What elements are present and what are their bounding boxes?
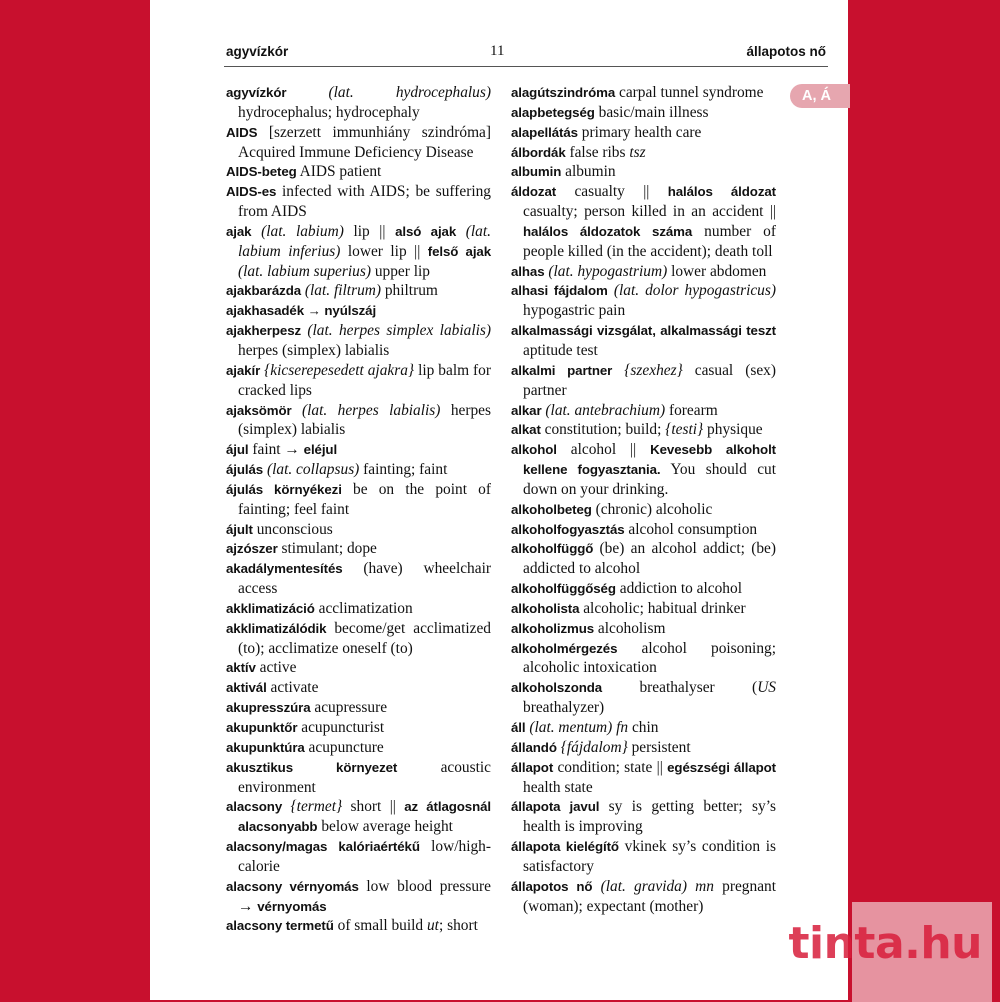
headword: agyvízkór: [226, 85, 287, 100]
label-text: {termet}: [290, 798, 343, 816]
label-text: (lat. collapsus): [266, 461, 360, 479]
dictionary-entry: [511, 500, 776, 520]
watermark-logo: tinta.hu: [788, 918, 982, 969]
definition-text: below average height: [317, 818, 453, 836]
headword: alkoholizmus: [511, 620, 595, 636]
definition-text: primary health care: [577, 123, 702, 141]
dictionary-entry: [511, 143, 776, 163]
definition-text: unconscious: [252, 520, 333, 538]
headword: AIDS: [226, 124, 258, 140]
dictionary-page: [150, 0, 848, 1000]
label-text: (lat. labium superius): [238, 262, 371, 280]
sub-headword: alsó ajak: [395, 223, 457, 239]
definition-text: vkinek sy’s condition is satisfactory: [523, 838, 776, 875]
headword: alapbetegség: [511, 104, 595, 120]
definition-text: acupuncturist: [297, 719, 385, 736]
definition-text: ; short: [438, 917, 478, 935]
definition-text: upper lip: [370, 262, 430, 280]
definition-text: herpes (simplex) labialis: [238, 401, 491, 439]
headword: alkar: [511, 402, 542, 418]
headword: alkoholszonda: [511, 680, 603, 696]
sub-headword: egészségi állapot: [667, 759, 776, 775]
dictionary-entry: [511, 579, 776, 599]
definition-text: faint →: [248, 441, 304, 459]
definition-text: acclimatization: [314, 599, 413, 617]
headword: áll: [511, 720, 526, 735]
definition-text: [292, 402, 302, 419]
label-text: {fájdalom}: [560, 738, 628, 756]
headword: aktivál: [226, 680, 267, 696]
dictionary-entry: [511, 797, 776, 837]
dictionary-entry: [511, 520, 776, 540]
letter-index-tab[interactable]: A, Á: [790, 84, 850, 108]
dictionary-entry: [226, 916, 491, 936]
definition-text: infected with AIDS; be suffering from AIDS: [238, 183, 491, 221]
dictionary-entry: [511, 718, 776, 738]
label-text: (lat. dolor hypogastricus): [613, 282, 776, 300]
label-text: {kicserepesedett ajakra}: [264, 361, 415, 379]
dictionary-entry: [226, 758, 491, 798]
headword: ajakherpesz: [226, 323, 302, 339]
headword: alkalmi partner: [511, 362, 613, 378]
dictionary-entry: [226, 619, 491, 659]
headword: alkohol: [511, 442, 557, 458]
label-text: mn: [695, 877, 714, 895]
dictionary-entry: [226, 559, 491, 599]
definition-text: alcohol poisoning; alcoholic intoxication: [523, 639, 776, 677]
headword: akupunktúra: [226, 739, 305, 755]
headword: alkalmassági vizsgálat, alkalmassági teszt: [511, 323, 776, 339]
dictionary-entry: [511, 162, 776, 182]
dictionary-entry: [226, 797, 491, 837]
label-text: (lat. gravida): [600, 877, 687, 895]
headword: alkoholmérgezés: [511, 640, 618, 656]
dictionary-entry: [226, 460, 491, 480]
dictionary-entry: [226, 539, 491, 559]
definition-text: lower lip ||: [340, 242, 428, 260]
headword: alkoholfogyasztás: [511, 521, 625, 537]
headword: alhas: [511, 263, 545, 279]
label-text: (lat. herpes labialis): [302, 401, 441, 419]
dictionary-entry: [511, 877, 776, 917]
definition-text: chin: [628, 719, 659, 736]
headword: akadálymentesítés: [226, 561, 343, 577]
definition-text: alcoholism: [594, 619, 666, 637]
dictionary-entry: [226, 401, 491, 441]
headword: ajakír: [226, 362, 261, 378]
definition-text: You should cut down on your drinking.: [523, 461, 776, 498]
headword: alacsony termetű: [226, 918, 334, 934]
definition-text: philtrum: [381, 282, 438, 300]
headword: alkoholfüggőség: [511, 581, 616, 597]
headword: alacsony vérnyomás: [226, 878, 359, 894]
definition-text: (have) wheelchair access: [238, 560, 491, 598]
dictionary-entry: [226, 361, 491, 401]
definition-text: become/get acclimatized (to); acclimatize oneself (to): [238, 619, 491, 657]
dictionary-entry: [226, 281, 491, 301]
definition-text: physique: [703, 421, 763, 439]
definition-text: be on the point of fainting; feel faint: [238, 480, 491, 518]
label-text: (lat. hydrocephalus): [328, 84, 491, 101]
dictionary-entry: [226, 222, 491, 282]
dictionary-entry: [511, 420, 776, 440]
definition-text: [456, 223, 466, 240]
label-text: {szexhez}: [624, 361, 683, 379]
definition-text: acupuncture: [304, 738, 384, 756]
dictionary-entry: [511, 639, 776, 679]
definition-text: casual (sex) partner: [523, 361, 776, 399]
dictionary-entry: [511, 123, 776, 143]
definition-text: forearm: [665, 401, 718, 419]
headword: ajzószer: [226, 541, 278, 557]
dictionary-entry: [511, 262, 776, 282]
label-text: (lat. herpes simplex labialis): [307, 322, 491, 340]
headword: alhasi fájdalom: [511, 283, 608, 299]
dictionary-entry: [226, 83, 491, 123]
headword: akklimatizáció: [226, 600, 315, 616]
definition-text: [612, 362, 624, 379]
definition-text: casualty ||: [556, 183, 668, 201]
definition-text: (be) an alcohol addict; (be) addicted to alcohol: [523, 540, 776, 578]
headword: AIDS-es: [226, 184, 277, 200]
dictionary-entry: [511, 440, 776, 500]
definition-text: lip ||: [343, 222, 396, 240]
headword: alkoholbeteg: [511, 501, 592, 517]
definition-text: addiction to alcohol: [615, 580, 742, 598]
dictionary-entry: [226, 738, 491, 758]
definition-text: low/high-calorie: [238, 838, 491, 875]
definition-text: sy is getting better; sy’s health is improving: [523, 798, 776, 836]
dictionary-entry: [226, 698, 491, 718]
definition-text: alcohol consumption: [624, 520, 758, 538]
headword: akupresszúra: [226, 700, 311, 716]
headword: akklimatizálódik: [226, 620, 327, 636]
sub-headword: eléjul: [303, 442, 338, 458]
definition-text: health state: [523, 778, 593, 796]
dictionary-entry: [511, 738, 776, 758]
definition-text: breathalyzer): [523, 699, 605, 717]
definition-text: lip balm for cracked lips: [238, 361, 492, 399]
definition-text: short ||: [342, 798, 405, 816]
definition-text: acupressure: [310, 699, 388, 717]
headword: akupunktőr: [226, 720, 298, 735]
dictionary-entry: [226, 718, 491, 738]
headword: albumin: [511, 164, 562, 180]
label-text: (lat. labium): [261, 222, 344, 240]
definition-text: casualty; person killed in an accident ||: [523, 203, 776, 221]
dictionary-entry: [226, 599, 491, 619]
dictionary-entry: [226, 480, 491, 520]
dictionary-entry: [226, 678, 491, 698]
definition-text: (chronic) alcoholic: [591, 500, 713, 518]
dictionary-entry: [511, 758, 776, 798]
definition-text: [592, 878, 600, 895]
page-number: 11: [490, 43, 505, 59]
headword: alkat: [511, 422, 541, 438]
definition-text: false ribs: [565, 143, 630, 161]
definition-text: number of people killed (in the accident); death toll: [523, 222, 777, 260]
header-right-guide-word: állapotos nő: [746, 44, 826, 59]
label-text: (lat. hypogastrium): [548, 262, 668, 280]
headword: akusztikus környezet: [226, 759, 398, 775]
dictionary-entry: [511, 619, 776, 639]
headword: AIDS-beteg: [226, 164, 297, 180]
label-text: {testi}: [665, 421, 704, 439]
definition-text: [282, 798, 290, 815]
definition-text: basic/main illness: [594, 103, 709, 121]
definition-text: aptitude test: [523, 341, 598, 359]
definition-text: [286, 84, 328, 101]
sub-headword: vérnyomás: [257, 898, 327, 914]
headword: ájulás: [226, 462, 264, 478]
dictionary-entry: [511, 539, 776, 579]
definition-text: condition; state ||: [553, 758, 668, 776]
dictionary-entry: [226, 162, 491, 182]
headword: ajaksömör: [226, 402, 292, 418]
definition-text: activate: [266, 679, 319, 697]
definition-text: albumin: [561, 163, 616, 181]
definition-text: alcoholic; habitual drinker: [579, 599, 746, 617]
definition-text: [687, 878, 695, 895]
definition-text: active: [255, 659, 297, 677]
dictionary-entry: [511, 281, 776, 321]
definition-text: herpes (simplex) labialis: [238, 341, 390, 359]
dictionary-entry: [511, 361, 776, 401]
headword: állapotos nő: [511, 878, 593, 894]
header-left-guide-word: agyvízkór: [226, 44, 289, 59]
headword: alapellátás: [511, 124, 578, 140]
headword: ájulás környékezi: [226, 481, 342, 497]
headword: áldozat: [511, 184, 557, 200]
label-text: US: [757, 679, 776, 697]
headword: alacsony/magas kalóriaértékű: [226, 839, 420, 855]
label-text: (lat. filtrum): [304, 282, 382, 300]
definition-text: hydrocephalus; hydrocephaly: [238, 103, 420, 121]
label-text: ut: [426, 917, 439, 935]
label-text: (lat. mentum): [529, 719, 613, 736]
dictionary-entry: [226, 123, 491, 163]
definition-text: acoustic environment: [238, 758, 491, 796]
dictionary-entry: [226, 182, 491, 222]
dictionary-entry: [226, 321, 491, 361]
dictionary-entry: [226, 877, 491, 917]
headword: állandó: [511, 739, 557, 755]
headword: ájul: [226, 442, 249, 458]
definition-text: low blood pressure →: [238, 877, 491, 915]
definition-text: lower abdomen: [667, 262, 767, 280]
sub-headword: halálos áldozatok száma: [523, 223, 693, 239]
dictionary-entry: [226, 520, 491, 540]
headword: álbordák: [511, 144, 566, 160]
headword: ajak: [226, 223, 252, 239]
dictionary-entry: [511, 599, 776, 619]
header-divider: [224, 66, 828, 67]
definition-text: carpal tunnel syndrome: [615, 84, 764, 101]
definition-text: constitution; build;: [540, 421, 666, 439]
headword: állapota javul: [511, 799, 600, 815]
definition-text: breathalyser (: [602, 679, 758, 697]
left-column: [226, 83, 491, 936]
definition-text: pregnant (woman); expectant (mother): [523, 877, 776, 915]
dictionary-entry: [511, 321, 776, 361]
label-text: (lat. antebrachium): [545, 401, 666, 419]
dictionary-entry: [511, 837, 776, 877]
sub-headword: halálos áldozat: [667, 184, 776, 200]
definition-text: AIDS patient: [296, 163, 382, 181]
headword: alagútszindróma: [511, 85, 616, 100]
headword: ajakbarázda: [226, 283, 302, 299]
definition-text: fainting; faint: [359, 461, 448, 479]
headword: alkoholista: [511, 600, 580, 616]
dictionary-entry: [226, 301, 491, 321]
sub-headword: Kevesebb alkoholt kellene fogyasztania.: [523, 442, 776, 478]
right-column: [511, 83, 776, 916]
headword: állapota kielégítő: [511, 839, 619, 855]
dictionary-entry: [511, 678, 776, 718]
definition-text: alcohol ||: [556, 441, 651, 459]
dictionary-entry: [511, 401, 776, 421]
dictionary-entry: [226, 837, 491, 877]
headword: ajakhasadék → nyúlszáj: [226, 303, 377, 319]
definition-text: of small build: [333, 917, 427, 935]
label-text: tsz: [629, 143, 646, 161]
sub-headword: az átlagosnál alacsonyabb: [238, 799, 491, 835]
headword: állapot: [511, 759, 554, 775]
definition-text: persistent: [627, 738, 691, 756]
dictionary-entry: [511, 83, 776, 103]
sub-headword: felső ajak: [427, 243, 492, 259]
definition-text: stimulant; dope: [277, 540, 377, 558]
label-text: (lat. labium inferius): [238, 222, 492, 260]
dictionary-entry: [511, 182, 776, 261]
dictionary-entry: [226, 658, 491, 678]
dictionary-entry: [226, 440, 491, 460]
label-text: fn: [616, 719, 629, 736]
definition-text: hypogastric pain: [523, 302, 626, 320]
definition-text: [251, 223, 261, 240]
dictionary-entry: [511, 103, 776, 123]
headword: alkoholfüggő: [511, 541, 594, 557]
definition-text: [szerzett immunhiány szindróma] Acquired Immune Deficiency Disease: [238, 123, 491, 161]
headword: ájult: [226, 521, 253, 537]
headword: aktív: [226, 660, 256, 676]
headword: alacsony: [226, 799, 283, 815]
